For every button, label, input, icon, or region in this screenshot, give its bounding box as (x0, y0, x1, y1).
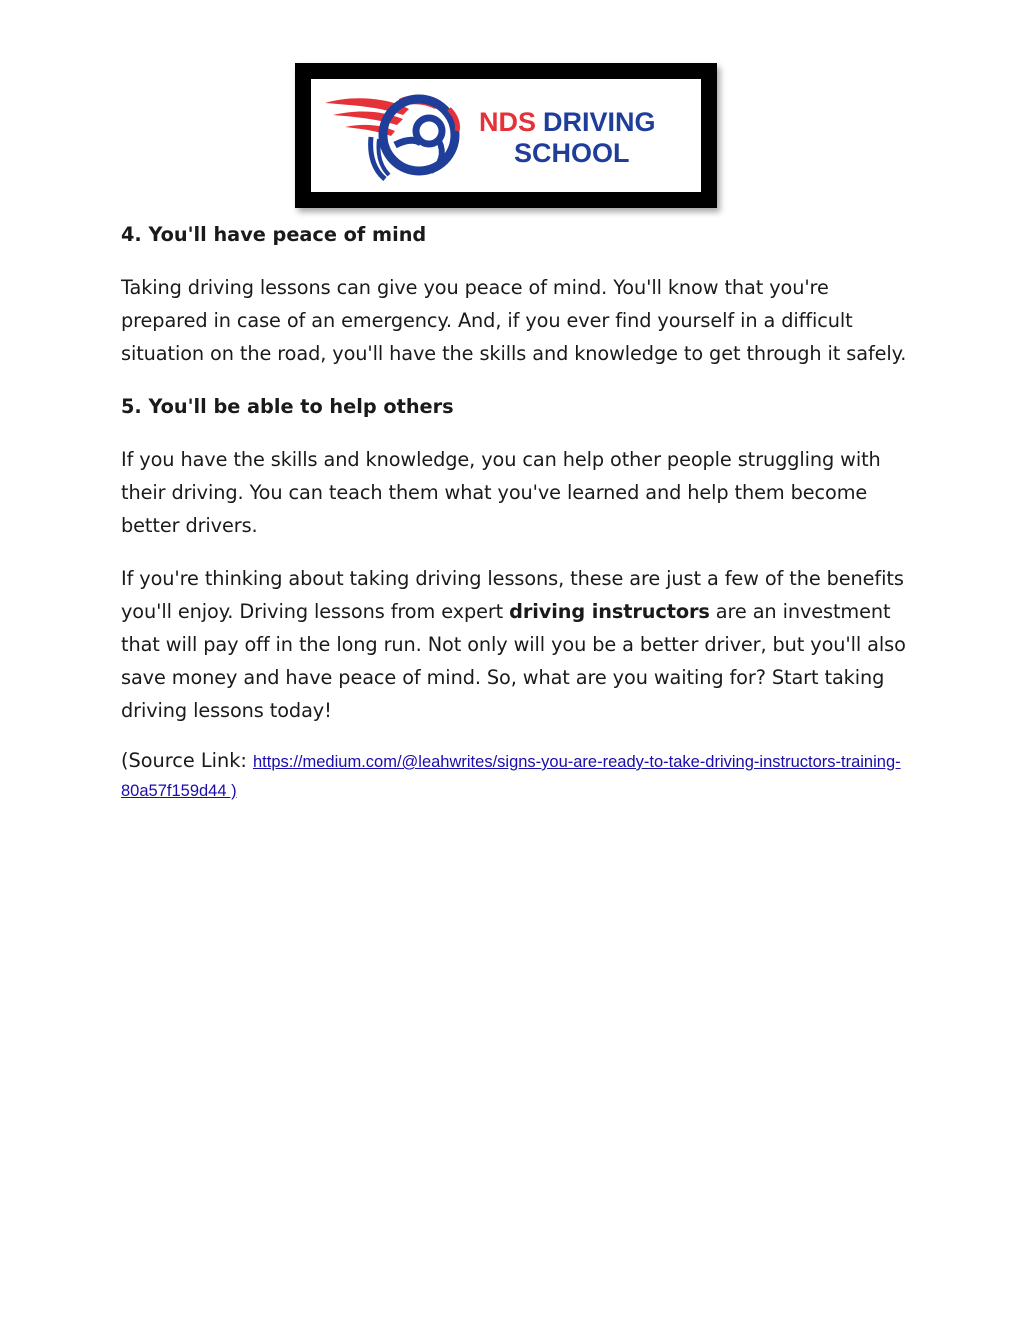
logo-text-school: SCHOOL (514, 138, 630, 168)
logo (311, 79, 701, 192)
closing-text-after: are an investment that will pay off in the long run. Not only will you be a better driver, but you'll also save money and have peace of mind. So, what are you waiting for? Start taking driving lessons today! (121, 600, 906, 722)
driving-instructors-bold: driving instructors (509, 600, 710, 623)
section-5-body: If you have the skills and knowledge, you can help other people struggling with their driving. You can teach them what you've learned and help them become better drivers. (121, 448, 881, 537)
logo-text-driving: DRIVING (543, 107, 656, 137)
source-line (121, 747, 911, 805)
section-5-heading: 5. You'll be able to help others (121, 395, 454, 418)
closing-text-before: If you're thinking about taking driving lessons, these are just a few of the benefits you'll enjoy. Driving lessons from expert (121, 567, 904, 623)
logo-text-nds: NDS (479, 107, 537, 137)
source-link[interactable]: https://medium.com/@leahwrites/signs-you-are-ready-to-take-driving-instructors-training-80a57f159d44 ) (121, 753, 901, 800)
section-4-body: Taking driving lessons can give you peace of mind. You'll know that you're prepared in case of an emergency. And, if you ever find yourself in a difficult situation on the road, you'll have the skills and knowledge to get through it safely. (121, 276, 907, 365)
steering-wheel-wings-icon (311, 79, 701, 192)
section-4-heading: 4. You'll have peace of mind (121, 223, 427, 246)
article-content (121, 218, 911, 805)
closing-paragraph (121, 562, 911, 727)
logo-frame (295, 63, 717, 208)
source-prefix: (Source Link: (121, 749, 253, 772)
